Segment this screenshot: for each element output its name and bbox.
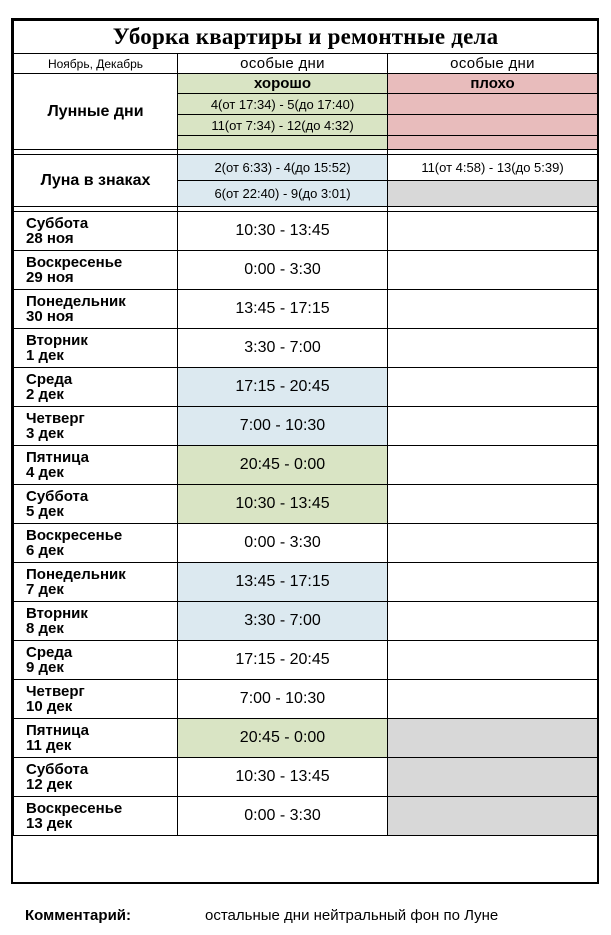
bad-cell xyxy=(388,290,598,329)
lunar-bad-cell xyxy=(388,115,598,136)
weekday: Четверг xyxy=(26,410,85,427)
day-cell xyxy=(14,758,178,797)
special-days-header-good: особые дни xyxy=(178,54,388,74)
schedule-row xyxy=(14,212,598,251)
title-row xyxy=(14,21,598,54)
bad-cell xyxy=(388,797,598,836)
day-cell xyxy=(14,680,178,719)
schedule-row xyxy=(14,719,598,758)
day-cell xyxy=(14,368,178,407)
weekday: Пятница xyxy=(26,449,89,466)
schedule-row xyxy=(14,251,598,290)
day-cell xyxy=(14,641,178,680)
weekday: Вторник xyxy=(26,605,88,622)
schedule-row xyxy=(14,797,598,836)
moon-sign-bad-cell xyxy=(388,181,598,207)
schedule-row xyxy=(14,446,598,485)
time-range: 20:45 - 0:00 xyxy=(178,719,388,758)
time-range: 10:30 - 13:45 xyxy=(178,758,388,797)
schedule-row xyxy=(14,680,598,719)
day-cell xyxy=(14,251,178,290)
time-range: 17:15 - 20:45 xyxy=(178,368,388,407)
moon-signs-label: Луна в знаках xyxy=(14,155,178,207)
date: 28 ноя xyxy=(26,230,74,247)
weekday: Воскресенье xyxy=(26,527,123,544)
bad-cell xyxy=(388,329,598,368)
good-header: хорошо xyxy=(178,74,388,94)
date: 11 дек xyxy=(26,737,72,754)
date: 5 дек xyxy=(26,503,64,520)
comment-label: Комментарий: xyxy=(25,907,132,924)
time-range: 7:00 - 10:30 xyxy=(178,680,388,719)
weekday: Суббота xyxy=(26,215,89,232)
weekday: Суббота xyxy=(26,488,89,505)
lunar-bad-cell xyxy=(388,94,598,115)
date: 1 дек xyxy=(26,347,64,364)
comment-text: остальные дни нейтральный фон по Луне xyxy=(205,907,499,924)
header-row xyxy=(14,54,598,74)
date: 10 дек xyxy=(26,698,73,715)
schedule-row xyxy=(14,758,598,797)
lunar-good-empty xyxy=(178,136,388,150)
weekday: Среда xyxy=(26,371,73,388)
period-label: Ноябрь, Декабрь xyxy=(14,54,178,74)
weekday: Вторник xyxy=(26,332,88,349)
date: 3 дек xyxy=(26,425,64,442)
bad-cell xyxy=(388,524,598,563)
bad-cell xyxy=(388,680,598,719)
document-title: Уборка квартиры и ремонтные дела xyxy=(14,21,598,54)
day-cell xyxy=(14,524,178,563)
lunar-bad-cell xyxy=(388,136,598,150)
date: 29 ноя xyxy=(26,269,74,286)
weekday: Среда xyxy=(26,644,73,661)
bad-cell xyxy=(388,719,598,758)
time-range: 0:00 - 3:30 xyxy=(178,524,388,563)
time-range: 3:30 - 7:00 xyxy=(178,329,388,368)
schedule-row xyxy=(14,368,598,407)
moon-sign-good-period: 6(от 22:40) - 9(до 3:01) xyxy=(178,181,388,207)
schedule-row xyxy=(14,485,598,524)
schedule-document xyxy=(11,18,599,884)
date: 12 дек xyxy=(26,776,73,793)
special-days-header-bad: особые дни xyxy=(388,54,598,74)
time-range: 7:00 - 10:30 xyxy=(178,407,388,446)
weekday: Воскресенье xyxy=(26,254,123,271)
date: 30 ноя xyxy=(26,308,74,325)
moon-sign-row xyxy=(14,155,598,181)
cleaning-schedule-table xyxy=(13,20,598,836)
lunar-good-period: 11(от 7:34) - 12(до 4:32) xyxy=(178,115,388,136)
schedule-row xyxy=(14,407,598,446)
time-range: 0:00 - 3:30 xyxy=(178,251,388,290)
weekday: Понедельник xyxy=(26,293,126,310)
bad-cell xyxy=(388,212,598,251)
bad-cell xyxy=(388,758,598,797)
bad-header: плохо xyxy=(388,74,598,94)
date: 4 дек xyxy=(26,464,64,481)
bad-cell xyxy=(388,641,598,680)
schedule-row xyxy=(14,641,598,680)
time-range: 10:30 - 13:45 xyxy=(178,485,388,524)
day-cell xyxy=(14,485,178,524)
schedule-row xyxy=(14,563,598,602)
date: 2 дек xyxy=(26,386,64,403)
bad-cell xyxy=(388,407,598,446)
day-cell xyxy=(14,797,178,836)
time-range: 17:15 - 20:45 xyxy=(178,641,388,680)
time-range: 13:45 - 17:15 xyxy=(178,563,388,602)
lunar-days-label: Лунные дни xyxy=(14,74,178,150)
moon-sign-bad-period: 11(от 4:58) - 13(до 5:39) xyxy=(388,155,598,181)
time-range: 13:45 - 17:15 xyxy=(178,290,388,329)
weekday: Суббота xyxy=(26,761,89,778)
date: 13 дек xyxy=(26,815,73,832)
day-cell xyxy=(14,407,178,446)
time-range: 20:45 - 0:00 xyxy=(178,446,388,485)
day-cell xyxy=(14,602,178,641)
bad-cell xyxy=(388,446,598,485)
time-range: 3:30 - 7:00 xyxy=(178,602,388,641)
moon-sign-good-period: 2(от 6:33) - 4(до 15:52) xyxy=(178,155,388,181)
lunar-days-header-row xyxy=(14,74,598,94)
day-cell xyxy=(14,446,178,485)
day-cell xyxy=(14,329,178,368)
date: 7 дек xyxy=(26,581,64,598)
bad-cell xyxy=(388,563,598,602)
lunar-good-period: 4(от 17:34) - 5(до 17:40) xyxy=(178,94,388,115)
time-range: 10:30 - 13:45 xyxy=(178,212,388,251)
weekday: Воскресенье xyxy=(26,800,123,817)
day-cell xyxy=(14,719,178,758)
date: 9 дек xyxy=(26,659,64,676)
bad-cell xyxy=(388,602,598,641)
schedule-row xyxy=(14,524,598,563)
bad-cell xyxy=(388,251,598,290)
schedule-row xyxy=(14,329,598,368)
weekday: Четверг xyxy=(26,683,85,700)
schedule-row xyxy=(14,602,598,641)
weekday: Пятница xyxy=(26,722,89,739)
schedule-row xyxy=(14,290,598,329)
date: 6 дек xyxy=(26,542,64,559)
bad-cell xyxy=(388,368,598,407)
day-cell xyxy=(14,290,178,329)
time-range: 0:00 - 3:30 xyxy=(178,797,388,836)
day-cell xyxy=(14,212,178,251)
bad-cell xyxy=(388,485,598,524)
day-cell xyxy=(14,563,178,602)
date: 8 дек xyxy=(26,620,64,637)
weekday: Понедельник xyxy=(26,566,126,583)
